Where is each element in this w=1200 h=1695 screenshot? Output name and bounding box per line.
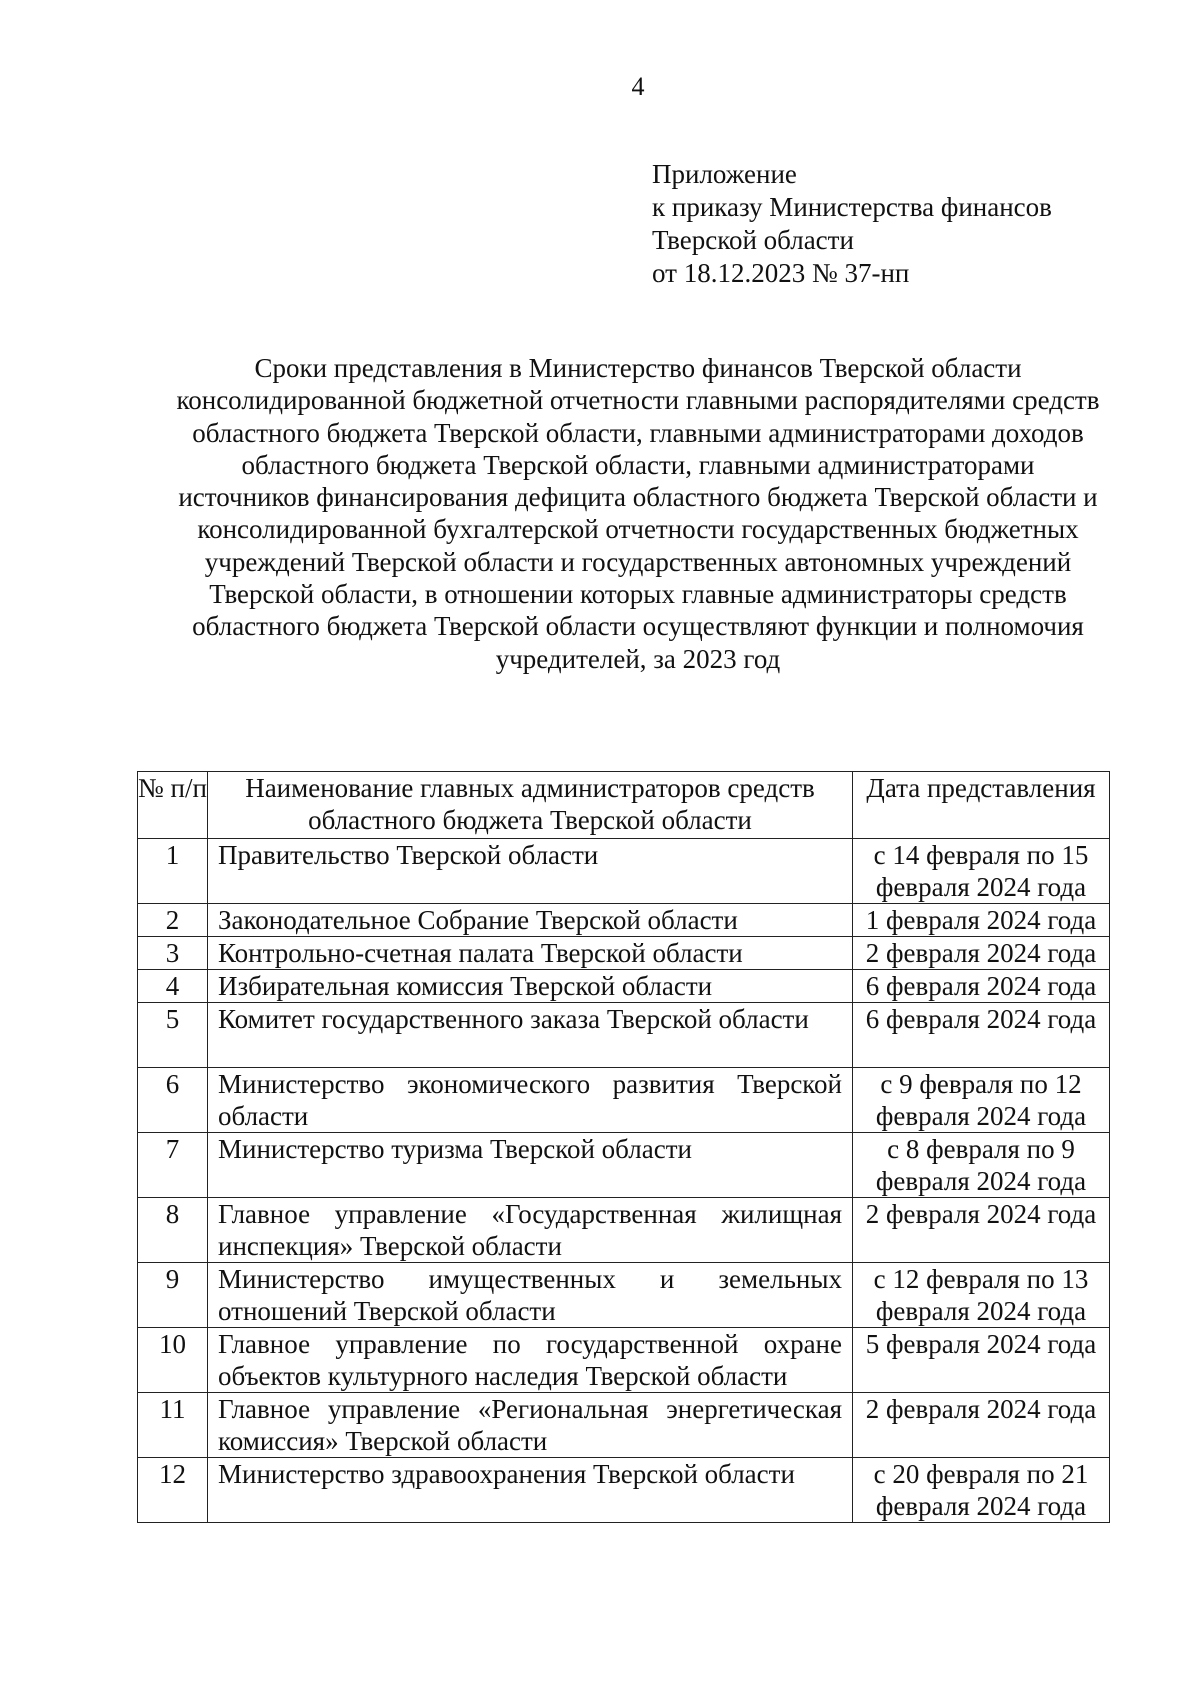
row-name: Главное управление «Региональная энергетическая комиссия» Тверской области (208, 1393, 853, 1458)
row-date: 2 февраля 2024 года (853, 937, 1110, 970)
row-name: Главное управление «Государственная жилищная инспекция» Тверской области (208, 1198, 853, 1263)
row-number: 2 (138, 904, 208, 937)
header-name: Наименование главных администраторов средств областного бюджета Тверской области (208, 772, 853, 839)
table-row (138, 1328, 1110, 1393)
row-date: с 20 февраля по 21 февраля 2024 года (853, 1458, 1110, 1523)
title-line: консолидированной бухгалтерской отчетности государственных бюджетных (197, 514, 1079, 545)
row-number: 1 (138, 839, 208, 904)
table-row (138, 839, 1110, 904)
schedule-table (137, 771, 1110, 1523)
table-row (138, 1133, 1110, 1198)
row-number: 9 (138, 1263, 208, 1328)
row-name: Главное управление по государственной охране объектов культурного наследия Тверской области (208, 1328, 853, 1393)
row-name: Комитет государственного заказа Тверской области (208, 1003, 853, 1068)
row-date: с 9 февраля по 12 февраля 2024 года (853, 1068, 1110, 1133)
title-line: консолидированной бюджетной отчетности главными распорядителями средств (176, 385, 1100, 416)
table-row (138, 1263, 1110, 1328)
title-line: Сроки представления в Министерство финансов Тверской области (254, 353, 1022, 383)
row-date: с 12 февраля по 13 февраля 2024 года (853, 1263, 1110, 1328)
title-line: областного бюджета Тверской области осуществляют функции и полномочия (192, 611, 1084, 642)
header-date: Дата представления (853, 772, 1110, 839)
title-line: Тверской области, в отношении которых главные администраторы средств (209, 579, 1067, 610)
row-number: 3 (138, 937, 208, 970)
row-name: Законодательное Собрание Тверской области (208, 904, 853, 937)
row-number: 10 (138, 1328, 208, 1393)
row-date: 6 февраля 2024 года (853, 1003, 1110, 1068)
table-row (138, 904, 1110, 937)
row-date: 1 февраля 2024 года (853, 904, 1110, 937)
row-name: Министерство здравоохранения Тверской области (208, 1458, 853, 1523)
row-date: 5 февраля 2024 года (853, 1328, 1110, 1393)
row-name: Контрольно-счетная палата Тверской области (208, 937, 853, 970)
row-date: 2 февраля 2024 года (853, 1198, 1110, 1263)
row-number: 7 (138, 1133, 208, 1198)
document-title (140, 352, 1136, 675)
header-number: № п/п (138, 772, 208, 839)
row-number: 6 (138, 1068, 208, 1133)
row-number: 12 (138, 1458, 208, 1523)
appendix-line-1: Приложение (652, 159, 797, 189)
row-name: Министерство имущественных и земельных отношений Тверской области (208, 1263, 853, 1328)
title-line: учреждений Тверской области и государственных автономных учреждений (204, 546, 1072, 577)
title-line: учредителей, за 2023 год (495, 643, 781, 674)
title-line: областного бюджета Тверской области, главными администраторами доходов (192, 417, 1084, 448)
table-row (138, 1068, 1110, 1133)
row-name: Министерство экономического развития Тверской области (208, 1068, 853, 1133)
row-name: Избирательная комиссия Тверской области (208, 970, 853, 1003)
row-number: 5 (138, 1003, 208, 1068)
row-name: Министерство туризма Тверской области (208, 1133, 853, 1198)
appendix-line-2: к приказу Министерства финансов (652, 192, 1052, 222)
row-number: 4 (138, 970, 208, 1003)
appendix-block (652, 158, 1052, 290)
row-name: Правительство Тверской области (208, 839, 853, 904)
table-row (138, 937, 1110, 970)
page-number: 4 (631, 72, 645, 101)
row-date: 2 февраля 2024 года (853, 1393, 1110, 1458)
row-date: с 14 февраля по 15 февраля 2024 года (853, 839, 1110, 904)
table-row (138, 1003, 1110, 1068)
row-number: 8 (138, 1198, 208, 1263)
table-row (138, 970, 1110, 1003)
table-row (138, 1458, 1110, 1523)
appendix-line-3: Тверской области (652, 225, 854, 255)
title-line: областного бюджета Тверской области, главными администраторами (241, 449, 1035, 480)
title-line: источников финансирования дефицита областного бюджета Тверской области и (178, 482, 1098, 513)
table-row (138, 1198, 1110, 1263)
table-header-row (138, 772, 1110, 839)
row-date: 6 февраля 2024 года (853, 970, 1110, 1003)
appendix-line-4: от 18.12.2023 № 37-нп (652, 258, 910, 288)
row-number: 11 (138, 1393, 208, 1458)
row-date: с 8 февраля по 9 февраля 2024 года (853, 1133, 1110, 1198)
table-row (138, 1393, 1110, 1458)
